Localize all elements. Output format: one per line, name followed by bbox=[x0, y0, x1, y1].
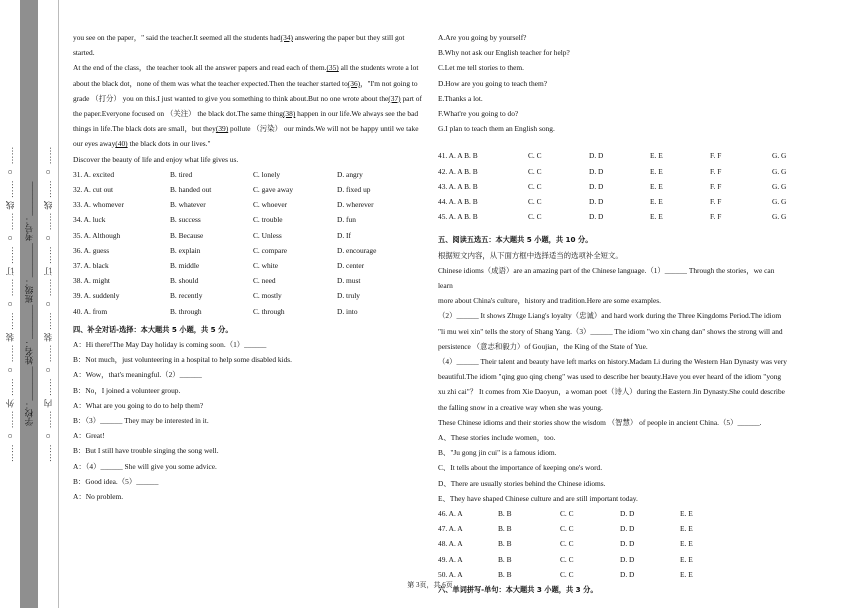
question-row bbox=[73, 228, 426, 243]
option-text: G. G bbox=[772, 196, 787, 206]
option-text: D. fun bbox=[337, 215, 356, 225]
option-text: B. should bbox=[170, 276, 199, 286]
option-text: D. D bbox=[589, 212, 604, 222]
option-text: D. angry bbox=[337, 169, 363, 179]
option-text: 49. A. A bbox=[438, 554, 463, 564]
page-footer: 第 3页，共 6页 bbox=[407, 581, 453, 589]
binding-inner-text: …… ○ …… 内 …… ○ …… 装 …… ○ …… 订 …… ○ …… 线 …… ○ …… bbox=[43, 146, 53, 462]
passage-line: the paper.Everyone focused on （关注） the black dot.The same thing(38) happen in our life.We always see the bad bbox=[73, 109, 419, 119]
option-text: C. white bbox=[253, 260, 279, 270]
option-text: E. E bbox=[650, 196, 663, 206]
question-row bbox=[73, 288, 426, 303]
passage-line: things in life.The black dots are small，but they(39) pollute （污染） our minds.We will not be happy until we take bbox=[73, 124, 419, 134]
option-text: G. G bbox=[772, 212, 787, 222]
option-line: C.Let me tell stories to them. bbox=[438, 63, 525, 73]
dialogue-options bbox=[438, 30, 790, 136]
dialogue-line: B：（3）______ They may be interested in it. bbox=[73, 415, 209, 425]
option-text: D. D bbox=[589, 196, 604, 206]
option-text: 38. A. might bbox=[73, 276, 110, 286]
option-line: B.Why not ask our English teacher for help? bbox=[438, 48, 570, 58]
option-text: 42. A. A B. B bbox=[438, 166, 478, 176]
reading-line: beautiful.The idiom "qing guo qing cheng" was used to describe her beauty.Have you ever heard of the idiom "yong bbox=[438, 372, 782, 382]
reading-line: "li mu wei xin" tells the story of Shang Yang.（3）______ The idiom "wo xin chang dan" shows the strong will and bbox=[438, 326, 783, 336]
question-row bbox=[438, 209, 790, 224]
option-text: 31. A. excited bbox=[73, 169, 115, 179]
option-text: D. D bbox=[620, 509, 635, 519]
question-row bbox=[73, 258, 426, 273]
option-text: B. B bbox=[498, 569, 512, 579]
question-row bbox=[73, 273, 426, 288]
reading-line: more about China's culture，history and tradition.Here are some examples. bbox=[438, 296, 661, 306]
question-row bbox=[438, 164, 790, 179]
option-text: 45. A. A B. B bbox=[438, 212, 478, 222]
option-text: D. encourage bbox=[337, 245, 377, 255]
reading-line: the falling snow in a creative way when she was young. bbox=[438, 402, 603, 412]
option-text: C. trouble bbox=[253, 215, 283, 225]
dialogue-line: A：Great! bbox=[73, 431, 105, 441]
reading-line: 根据短文内容，从下面方框中选择适当的选项补全短文。 bbox=[438, 250, 623, 260]
section4-title: 四、补全对话-选择：本大题共 5 小题，共 5 分。 bbox=[73, 324, 233, 334]
option-line: A.Are you going by yourself? bbox=[438, 33, 527, 42]
option-text: 32. A. cut out bbox=[73, 185, 114, 195]
question-row bbox=[438, 194, 790, 209]
option-text: B. B bbox=[498, 539, 512, 549]
option-line: D.How are you going to teach them? bbox=[438, 78, 547, 88]
option-text: C. C bbox=[560, 554, 574, 564]
option-text: D. D bbox=[589, 151, 604, 161]
dialogue-line: B：No，I joined a volunteer group. bbox=[73, 385, 181, 395]
option-text: 50. A. A bbox=[438, 569, 463, 579]
option-text: E. E bbox=[650, 151, 663, 161]
option-text: C. C bbox=[528, 196, 542, 206]
option-text: C. C bbox=[528, 212, 542, 222]
question-row bbox=[73, 243, 426, 258]
option-text: B. B bbox=[498, 524, 512, 534]
option-text: F. F bbox=[710, 196, 722, 206]
option-text: C. C bbox=[560, 524, 574, 534]
question-row bbox=[438, 552, 790, 567]
reading-line: xu zhi cai"？ It comes from Xie Daoyun，a woman poet（诗人）during the Eastern Jin Dynasty.She could describe bbox=[438, 387, 785, 397]
option-text: 36. A. guess bbox=[73, 245, 110, 255]
option-text: D. wherever bbox=[337, 200, 374, 210]
dialogue-line: A：Hi there!The May Day holiday is coming soon.（1）______ bbox=[73, 339, 267, 349]
option-text: B. tired bbox=[170, 169, 193, 179]
option-text: D. truly bbox=[337, 291, 360, 301]
option-text: E. E bbox=[680, 569, 693, 579]
reading-line: E、They have shaped Chinese culture and are still important today. bbox=[438, 493, 638, 503]
option-text: 47. A. A bbox=[438, 524, 463, 534]
option-text: C. through bbox=[253, 306, 285, 316]
passage-line: you see on the paper，" said the teacher.It seemed all the students had(34) answering the paper but they still got bbox=[73, 33, 405, 42]
option-text: G. G bbox=[772, 181, 787, 191]
question-row bbox=[438, 179, 790, 194]
passage-line: Discover the beauty of life and enjoy what life gives us. bbox=[73, 154, 239, 164]
option-text: D. D bbox=[620, 539, 635, 549]
dialogue-line: B：Good idea.（5）______ bbox=[73, 476, 159, 486]
option-text: F. F bbox=[710, 151, 722, 161]
dialogue-line: A：Wow，that's meaningful.（2）______ bbox=[73, 370, 202, 380]
option-text: C. mostly bbox=[253, 291, 282, 301]
right-column bbox=[438, 30, 790, 597]
left-column bbox=[73, 30, 426, 504]
option-text: E. E bbox=[680, 554, 693, 564]
option-text: E. E bbox=[650, 212, 663, 222]
question-row bbox=[73, 197, 426, 212]
binding-gray-strip bbox=[20, 0, 38, 608]
mc-questions-31-40 bbox=[73, 167, 426, 319]
option-text: F. F bbox=[710, 166, 722, 176]
option-text: D. D bbox=[589, 166, 604, 176]
question-row bbox=[73, 167, 426, 182]
option-text: C. C bbox=[528, 166, 542, 176]
option-text: C. C bbox=[560, 569, 574, 579]
option-text: D. into bbox=[337, 306, 358, 316]
option-text: 34. A. luck bbox=[73, 215, 106, 225]
option-text: D. If bbox=[337, 230, 351, 240]
option-text: C. Unless bbox=[253, 230, 282, 240]
option-line: G.I plan to teach them an English song. bbox=[438, 124, 555, 134]
dialogue-line: B：Not much，just volunteering in a hospital to help some disabled kids. bbox=[73, 355, 293, 365]
binding-outer-strip bbox=[0, 0, 20, 608]
dialogue-line: B：But I still have trouble singing the song well. bbox=[73, 446, 219, 456]
passage-line: At the end of the class，the teacher took all the answer papers and read each of them.(35) all the students wrote a lot bbox=[73, 63, 419, 73]
reading-line: （2）______ It shows Zhuge Liang's loyalty（忠诚）and hard work during the Three Kingdoms Period.The idiom bbox=[438, 311, 782, 321]
question-row bbox=[73, 304, 426, 319]
option-text: G. G bbox=[772, 166, 787, 176]
option-text: D. D bbox=[620, 554, 635, 564]
option-text: C. C bbox=[560, 539, 574, 549]
option-text: 37. A. black bbox=[73, 260, 109, 270]
option-text: 39. A. suddenly bbox=[73, 291, 120, 301]
reading-line: persistence （意志和毅力）of Goujian，the King of the State of Yue. bbox=[438, 341, 648, 351]
reading-line: C、It tells about the importance of keeping one's word. bbox=[438, 463, 603, 473]
option-text: E. E bbox=[650, 166, 663, 176]
option-text: C. need bbox=[253, 276, 276, 286]
mc-questions-46-50 bbox=[438, 506, 790, 582]
student-info-labels: 学校：________ 姓名：________ 班级：________ 考号：________ bbox=[24, 181, 34, 427]
section6-title: 六、单词拼写-单句：本大题共 3 小题，共 3 分。 bbox=[438, 584, 598, 594]
reading-line: A、These stories include women，too. bbox=[438, 433, 556, 442]
option-text: B. Because bbox=[170, 230, 204, 240]
option-text: 35. A. Although bbox=[73, 230, 121, 240]
option-text: 43. A. A B. B bbox=[438, 181, 478, 191]
option-text: 44. A. A B. B bbox=[438, 196, 478, 206]
passage-line: started. bbox=[73, 48, 95, 58]
passage-line: our eyes away(40) the black dots in our lives." bbox=[73, 139, 211, 149]
question-row bbox=[438, 506, 790, 521]
binding-inner-strip bbox=[38, 0, 59, 608]
option-text: B. B bbox=[498, 509, 512, 519]
option-text: 46. A. A bbox=[438, 509, 463, 519]
option-text: F. F bbox=[710, 181, 722, 191]
option-text: D. D bbox=[620, 524, 635, 534]
option-text: D. D bbox=[589, 181, 604, 191]
reading-line: B、"Ju gong jin cui" is a famous idiom. bbox=[438, 448, 557, 458]
option-text: C. C bbox=[528, 151, 542, 161]
option-text: C. C bbox=[560, 509, 574, 519]
option-text: C. compare bbox=[253, 245, 288, 255]
dialogue bbox=[73, 337, 426, 504]
section5-title: 五、阅读五选五：本大题共 5 小题，共 10 分。 bbox=[438, 235, 593, 245]
option-text: E. E bbox=[650, 181, 663, 191]
reading-line: Chinese idioms（成语）are an amazing part of the Chinese language.（1）______ Through the stories，we can learn bbox=[438, 265, 775, 290]
reading-line: （4）______ Their talent and beauty have left marks on history.Madam Li during the Western Han Dynasty was very bbox=[438, 356, 787, 366]
option-text: E. E bbox=[680, 524, 693, 534]
dialogue-line: A：What are you going to do to help them? bbox=[73, 400, 204, 410]
option-text: B. through bbox=[170, 306, 202, 316]
option-text: E. E bbox=[680, 539, 693, 549]
option-text: D. fixed up bbox=[337, 185, 371, 195]
question-row bbox=[438, 536, 790, 551]
option-text: B. middle bbox=[170, 260, 200, 270]
option-text: 33. A. whomever bbox=[73, 200, 124, 210]
option-text: B. explain bbox=[170, 245, 201, 255]
option-text: B. handed out bbox=[170, 185, 212, 195]
question-row bbox=[438, 521, 790, 536]
passage-line: about the black dot，none of them was what the teacher expected.Then the teacher started to(36)，"I'm not going to bbox=[73, 78, 418, 88]
dialogue-line: A：No problem. bbox=[73, 491, 124, 501]
option-text: D. center bbox=[337, 260, 365, 270]
mc-questions-41-45 bbox=[438, 148, 790, 224]
reading-line: D、There are usually stories behind the Chinese idioms. bbox=[438, 478, 606, 488]
option-text: C. whoever bbox=[253, 200, 288, 210]
option-text: B. success bbox=[170, 215, 201, 225]
option-text: 48. A. A bbox=[438, 539, 463, 549]
option-line: F.What're you going to do? bbox=[438, 109, 519, 119]
binding-outer-text: …… ○ …… 外 …… ○ …… 装 …… ○ …… 订 …… ○ …… 线 …… ○ …… bbox=[5, 146, 15, 462]
binding-margin bbox=[0, 0, 58, 608]
option-text: 41. A. A B. B bbox=[438, 151, 478, 161]
dialogue-line: A：（4）______ She will give you some advice. bbox=[73, 461, 217, 471]
option-text: B. whatever bbox=[170, 200, 206, 210]
question-row bbox=[73, 212, 426, 227]
option-text: 40. A. from bbox=[73, 306, 108, 316]
question-row bbox=[438, 148, 790, 163]
option-text: C. gave away bbox=[253, 185, 294, 195]
option-text: B. B bbox=[498, 554, 512, 564]
option-text: F. F bbox=[710, 212, 722, 222]
option-text: D. must bbox=[337, 276, 361, 286]
option-text: G. G bbox=[772, 151, 787, 161]
option-text: C. C bbox=[528, 181, 542, 191]
option-line: E.Thanks a lot. bbox=[438, 93, 483, 103]
option-text: D. D bbox=[620, 569, 635, 579]
reading-line: These Chinese idioms and their stories show the wisdom （智慧） of people in ancient China.（5）______. bbox=[438, 417, 762, 427]
passage-line: grade （打分） you on this.I just wanted to give you something to think about.But no one wrote about the(37) part of bbox=[73, 93, 422, 103]
option-text: E. E bbox=[680, 509, 693, 519]
question-row bbox=[73, 182, 426, 197]
option-text: C. lonely bbox=[253, 169, 281, 179]
reading-passage bbox=[438, 248, 790, 506]
option-text: B. recently bbox=[170, 291, 203, 301]
